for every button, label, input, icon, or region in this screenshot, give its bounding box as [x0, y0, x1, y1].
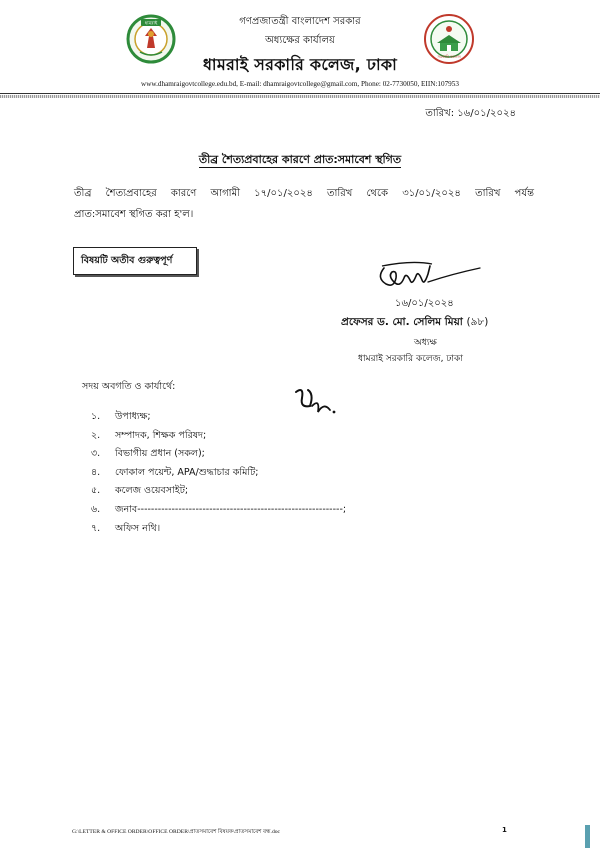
- signatory-designation: অধ্যক্ষ: [414, 338, 437, 348]
- list-item-text: বিভাগীয় প্রধান (সকল);: [115, 448, 205, 460]
- college-name: ধামরাই সরকারি কলেজ, ঢাকা: [202, 55, 398, 74]
- list-item: [91, 520, 346, 539]
- scroll-edge-indicator[interactable]: [585, 825, 590, 848]
- subject-heading: [0, 151, 600, 170]
- principal-signature: [372, 258, 484, 300]
- signature-date: ১৬/০১/২০২৪: [395, 298, 454, 309]
- notice-body-line2: প্রাত:সমাবেশ স্থগিত করা হ'ল।: [74, 209, 194, 220]
- logo-right-text: সরকারি কলেজ: [437, 54, 461, 59]
- header-divider: [0, 93, 600, 94]
- list-item-text: ফোকাল পয়েন্ট, APA/শুদ্ধাচার কমিটি;: [115, 466, 259, 478]
- signatory-institution: ধামরাই সরকারি কলেজ, ঢাকা: [358, 354, 463, 364]
- list-item-text: সম্পাদক, শিক্ষক পরিষদ;: [115, 429, 207, 441]
- signatory-name-text: প্রফেসর ড. মো. সেলিম মিয়া: [341, 316, 463, 328]
- list-item-number: ৭.: [91, 522, 101, 534]
- notice-body-line1: তীব্র শৈত্যপ্রবাহের কারণে আগামী ১৭/০১/২০২৪ তারিখ থেকে ৩১/০১/২০২৪ তারিখ পর্যন্ত: [74, 188, 534, 199]
- list-item: [91, 501, 346, 520]
- signatory-id: (৯৮): [466, 316, 489, 328]
- file-path-footer: G:\LETTER & OFFICE ORDER\OFFICE ORDER\প্রাতসমাবেশ বিষয়ক\প্রাতসমাবেশ বন্ধ.doc: [72, 829, 281, 835]
- list-item-text: জনাব------------------------------------------------------------;: [115, 503, 347, 515]
- list-item-number: ৪.: [91, 466, 101, 478]
- list-item: [91, 427, 346, 446]
- contact-line: www.dhamraigovtcollege.edu.bd, E-mail: dhamraigovtcollege@gmail.com, Phone: 02-7730050, EIIN:107953: [141, 80, 459, 88]
- government-line: গণপ্রজাতন্ত্রী বাংলাদেশ সরকার: [239, 16, 361, 27]
- list-item-number: ৬.: [91, 503, 101, 515]
- distribution-heading: সদয় অবগতি ও কার্যার্থে:: [82, 381, 176, 392]
- header-divider-shade: [0, 95, 600, 98]
- list-item: [91, 408, 346, 427]
- distribution-list: [91, 408, 346, 538]
- list-item: [91, 482, 346, 501]
- list-item-number: ১.: [91, 411, 101, 422]
- notice-body: [74, 183, 534, 225]
- list-item-number: ৫.: [91, 485, 101, 497]
- page-number: 1: [502, 826, 507, 834]
- list-item-number: ২.: [91, 429, 101, 441]
- importance-box: বিষয়টি অতীব গুরুত্বপূর্ণ: [73, 247, 197, 275]
- list-item: [91, 445, 346, 464]
- list-item-text: অফিস নথি।: [115, 522, 161, 534]
- subject-text: তীব্র শৈত্যপ্রবাহের কারণে প্রাত:সমাবেশ স্থগিত: [198, 153, 402, 166]
- list-item-text: কলেজ ওয়েবসাইট;: [115, 485, 189, 497]
- office-line: অধ্যক্ষের কার্যালয়: [265, 35, 335, 46]
- list-item: [91, 464, 346, 483]
- list-item-number: ৩.: [91, 448, 101, 460]
- list-item-text: উপাধ্যক্ষ;: [115, 411, 151, 422]
- letter-date: তারিখ: ১৬/০১/২০২৪: [425, 108, 516, 119]
- signatory-name: [341, 315, 488, 332]
- logo-left-text: ধামরাই: [144, 21, 158, 27]
